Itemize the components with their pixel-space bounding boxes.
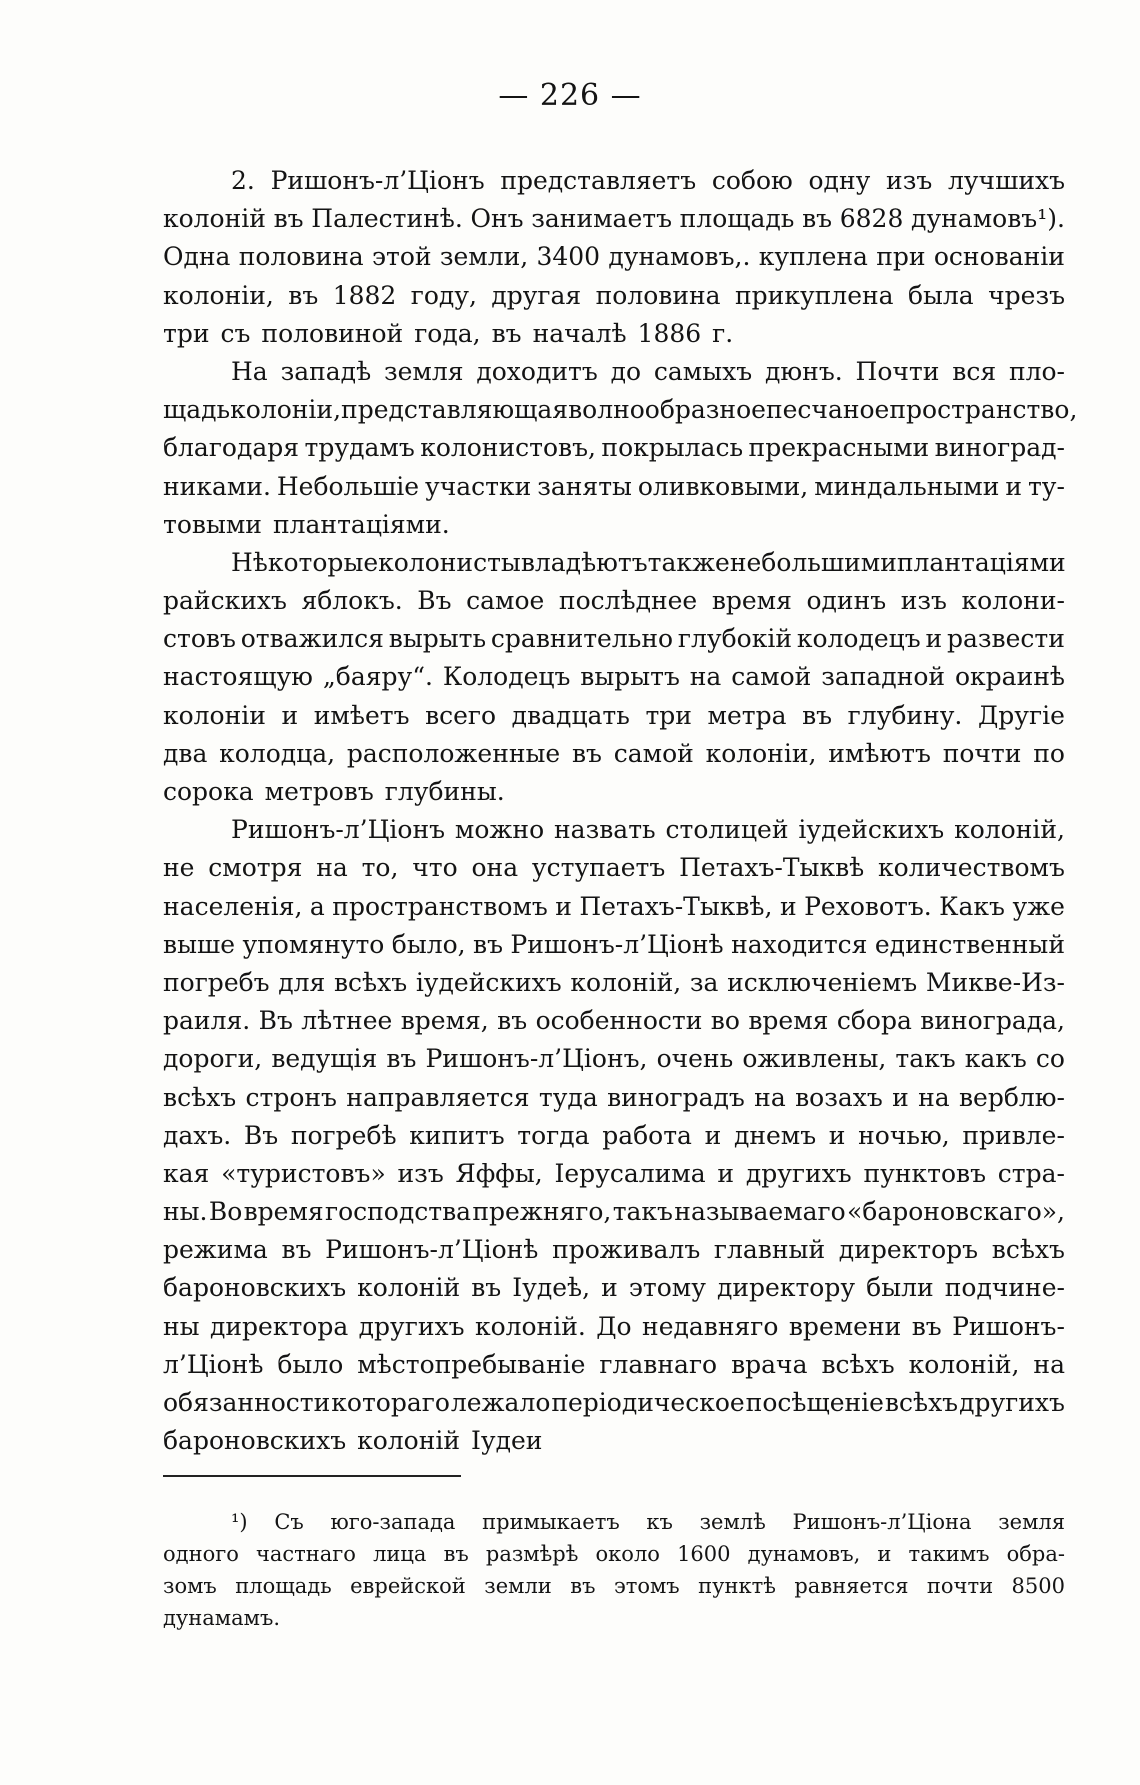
text-line: колоній въ Палестинѣ. Онъ занимаетъ площадь въ 6828 дунамовъ¹). (163, 204, 1065, 234)
text-line: сорока метровъ глубины. (163, 777, 505, 806)
text-line: благодаря трудамъ колонистовъ, покрылась прекрасными виноград- (163, 433, 1065, 463)
text-line: райскихъ яблокъ. Въ самое послѣднее время одинъ изъ колони- (163, 586, 1065, 616)
text-line: всѣхъ стронъ направляется туда виноградъ на возахъ и на верблю- (163, 1082, 1065, 1112)
text-line: стовъ отважился вырыть сравнительно глубокій колодецъ и развести (163, 624, 1065, 654)
text-line: одного частнаго лица въ размѣрѣ около 1600 дунамовъ, и такимъ обра- (163, 1542, 1065, 1566)
text-line: дороги, ведущія въ Ришонъ-л’Ціонъ, очень оживлены, такъ какъ со (163, 1044, 1065, 1074)
text-line: два колодца, расположенные въ самой колоніи, имѣютъ почти по (163, 738, 1065, 768)
text-line: зомъ площадь еврейской земли въ этомъ пунктѣ равняется почти 8500 (163, 1574, 1065, 1598)
text-line: погребъ для всѣхъ іудейскихъ колоній, за исключеніемъ Микве-Из- (163, 967, 1065, 997)
text-line: Ришонъ-л’Ціонъ можно назвать столицей іудейскихъ колоній, (231, 815, 1065, 845)
text-line: дахъ. Въ погребѣ кипитъ тогда работа и днемъ и ночью, привле- (163, 1120, 1065, 1150)
paragraph (163, 544, 1065, 811)
text-line: населенія, а пространствомъ и Петахъ-Тыквѣ, и Реховотъ. Какъ уже (163, 891, 1065, 921)
text-line: ны директора другихъ колоній. До недавняго времени въ Ришонъ- (163, 1311, 1065, 1341)
text-line: ны. Во время господства прежняго, такъ называемаго «бароновскаго», (163, 1197, 1065, 1227)
text-line: Нѣкоторые колонисты владѣютъ также небольшими плантаціями (231, 547, 1066, 577)
text-line: не смотря на то, что она уступаетъ Петахъ-Тыквѣ количествомъ (163, 853, 1065, 883)
text-line: режима въ Ришонъ-л’Ціонѣ проживалъ главный директоръ всѣхъ (163, 1235, 1065, 1265)
paragraph (163, 353, 1078, 544)
footnote-divider (163, 1475, 461, 1477)
paragraph (163, 811, 1065, 1460)
text-line: На западѣ земля доходитъ до самыхъ дюнъ. Почти вся пло- (231, 356, 1065, 386)
text-line: бароновскихъ колоній въ Іудеѣ, и этому директору были подчине- (163, 1273, 1065, 1303)
text-line: 2. Ришонъ-л’Ціонъ представляетъ собою одну изъ лучшихъ (231, 166, 1065, 195)
text-line: обязанности котораго лежало періодическое посѣщеніе всѣхъ другихъ (163, 1388, 1065, 1417)
body-text (163, 162, 1078, 1460)
page-number: — 226 — (498, 78, 642, 113)
text-line: никами. Небольшіе участки заняты оливковыми, миндальными и ту- (163, 471, 1065, 501)
text-line: бароновскихъ колоній Іудеи (163, 1426, 543, 1456)
footnote (163, 1506, 1065, 1634)
text-line: выше упомянуто было, въ Ришонъ-л’Ціонѣ находится единственный (163, 929, 1065, 959)
text-line: Одна половина этой земли, 3400 дунамовъ,. куплена при основаніи (163, 242, 1065, 272)
text-line: щадь колоніи, представляющая волнообразное песчаное пространство, (163, 395, 1078, 425)
text-line: л’Ціонѣ было мѣстопребываніе главнаго врача всѣхъ колоній, на (163, 1349, 1065, 1379)
paragraph (163, 162, 1065, 353)
text-line: товыми плантаціями. (163, 509, 450, 539)
text-line: кая «туристовъ» изъ Яффы, Іерусалима и другихъ пунктовъ стра- (163, 1158, 1065, 1188)
text-line: дунамамъ. (163, 1606, 281, 1630)
text-line: раиля. Въ лѣтнее время, въ особенности во время сбора винограда, (163, 1006, 1065, 1036)
text-line: колоніи, въ 1882 году, другая половина прикуплена была чрезъ (163, 280, 1065, 310)
text-line: колоніи и имѣетъ всего двадцать три метра въ глубину. Другіе (163, 700, 1065, 730)
text-line: ¹) Съ юго-запада примыкаетъ къ землѣ Ришонъ-л’Ціона земля (231, 1510, 1065, 1534)
text-line: три съ половиной года, въ началѣ 1886 г. (163, 318, 734, 348)
text-line: настоящую „баяру“. Колодецъ вырытъ на самой западной окраинѣ (163, 662, 1065, 692)
